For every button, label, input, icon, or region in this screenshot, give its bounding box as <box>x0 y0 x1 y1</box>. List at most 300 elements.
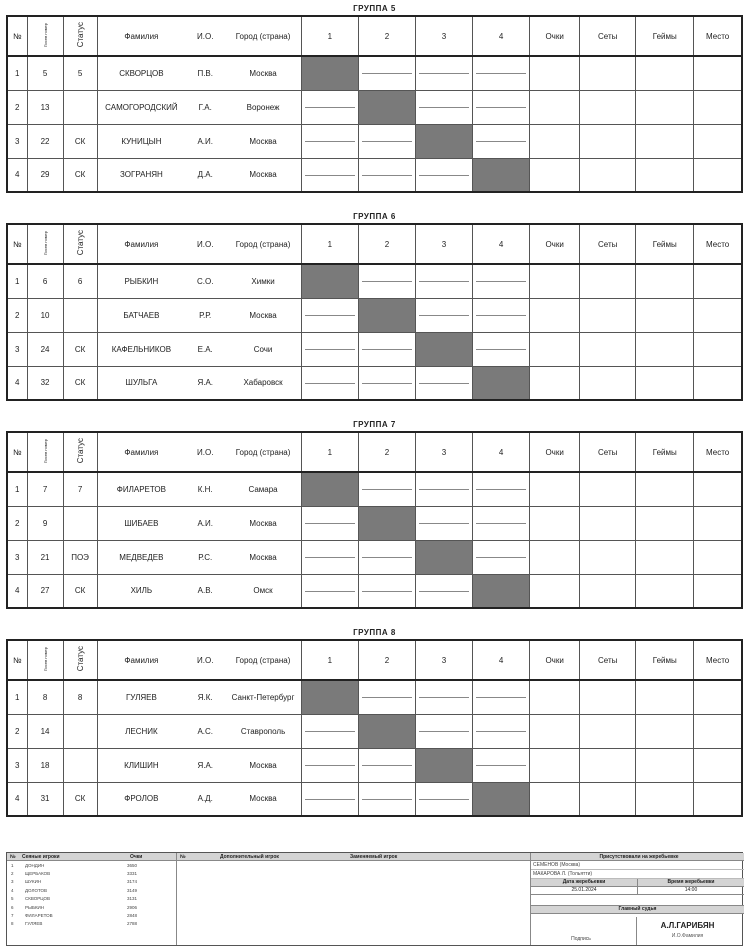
seeded-row <box>7 920 176 928</box>
self-match-cell <box>473 782 530 816</box>
match-result-cell <box>358 56 415 90</box>
player-city: Санкт-Петербург <box>225 680 301 714</box>
player-city: Ставрополь <box>225 714 301 748</box>
place-cell <box>694 366 742 400</box>
player-status <box>63 506 97 540</box>
place-cell <box>694 264 742 298</box>
player-status <box>63 90 97 124</box>
seeded-name: ШУКИН <box>25 879 42 885</box>
replaced-player-header: Заменяемый игрок <box>350 853 398 860</box>
seeded-row <box>7 911 176 919</box>
status-header-label: Статус <box>75 22 85 48</box>
draw-date-value: 25.01.2024 <box>571 887 597 893</box>
match-result-cell <box>415 574 472 608</box>
group-table <box>6 223 743 401</box>
num-header: № <box>7 224 27 264</box>
seed-header <box>27 640 63 680</box>
seeded-list <box>7 861 176 928</box>
place-cell <box>694 748 742 782</box>
place-cell <box>694 124 742 158</box>
draw-datetime-header <box>531 879 744 887</box>
seeded-name: ФИЛАРЕТОВ <box>25 913 53 919</box>
player-status: СК <box>63 332 97 366</box>
seeded-name: ДОНДИН <box>25 862 45 868</box>
player-row <box>7 782 742 816</box>
lastname-header: Фамилия <box>97 224 185 264</box>
match-result-cell <box>358 782 415 816</box>
sets-header: Сеты <box>580 16 636 56</box>
match-result-cell <box>415 472 472 506</box>
match-result-cell <box>301 90 358 124</box>
seeded-row <box>7 886 176 894</box>
match-result-cell <box>415 366 472 400</box>
player-lastname: САМОГОРОДСКИЙ <box>97 90 185 124</box>
match-result-cell <box>301 714 358 748</box>
player-num: 2 <box>7 506 27 540</box>
player-city: Омск <box>225 574 301 608</box>
sets-cell <box>580 90 636 124</box>
extra-players-panel <box>177 853 531 945</box>
points-cell <box>530 574 580 608</box>
seed-header <box>27 16 63 56</box>
player-initials: А.С. <box>185 714 225 748</box>
games-cell <box>636 298 694 332</box>
points-cell <box>530 714 580 748</box>
seeded-row <box>7 869 176 877</box>
match-result-cell <box>358 680 415 714</box>
player-num: 1 <box>7 56 27 90</box>
sets-cell <box>580 782 636 816</box>
self-match-cell <box>301 680 358 714</box>
extra-header <box>177 853 530 861</box>
player-num: 3 <box>7 748 27 782</box>
player-seed: 10 <box>27 298 63 332</box>
seeded-name-header: Сеяные игроки <box>22 853 60 860</box>
match-result-cell <box>473 506 530 540</box>
match-result-cell <box>473 56 530 90</box>
points-cell <box>530 124 580 158</box>
player-initials: Я.К. <box>185 680 225 714</box>
player-city: Самара <box>225 472 301 506</box>
points-cell <box>530 90 580 124</box>
player-status: СК <box>63 782 97 816</box>
games-cell <box>636 332 694 366</box>
player-row <box>7 506 742 540</box>
games-header: Геймы <box>636 16 694 56</box>
player-row <box>7 748 742 782</box>
self-match-cell <box>415 124 472 158</box>
match-result-cell <box>301 332 358 366</box>
sets-cell <box>580 748 636 782</box>
extra-player-header: Дополнительный игрок <box>220 853 279 860</box>
place-cell <box>694 298 742 332</box>
self-match-cell <box>358 714 415 748</box>
seeded-name: ДОЛОТОВ <box>25 887 47 893</box>
player-row <box>7 56 742 90</box>
player-initials: Е.А. <box>185 332 225 366</box>
lastname-header: Фамилия <box>97 432 185 472</box>
extra-num-header: № <box>180 853 186 860</box>
player-seed: 13 <box>27 90 63 124</box>
round-1-header: 1 <box>301 16 358 56</box>
player-initials: Я.А. <box>185 748 225 782</box>
seeded-points: 3131 <box>127 896 138 902</box>
match-result-cell <box>415 298 472 332</box>
games-cell <box>636 782 694 816</box>
player-status: 5 <box>63 56 97 90</box>
seeded-row <box>7 903 176 911</box>
place-header: Место <box>694 224 742 264</box>
player-num: 2 <box>7 298 27 332</box>
round-4-header: 4 <box>473 640 530 680</box>
match-result-cell <box>415 782 472 816</box>
match-result-cell <box>415 264 472 298</box>
player-status <box>63 714 97 748</box>
player-lastname: ШУЛЬГА <box>97 366 185 400</box>
seeded-num: 2 <box>11 871 14 877</box>
place-cell <box>694 782 742 816</box>
seeded-players-panel <box>7 853 177 945</box>
self-match-cell <box>473 574 530 608</box>
player-lastname: КУНИЦЫН <box>97 124 185 158</box>
player-row <box>7 158 742 192</box>
self-match-cell <box>301 56 358 90</box>
num-header: № <box>7 432 27 472</box>
games-cell <box>636 680 694 714</box>
player-lastname: ШИБАЕВ <box>97 506 185 540</box>
self-match-cell <box>358 298 415 332</box>
player-status: 6 <box>63 264 97 298</box>
round-3-header: 3 <box>415 640 472 680</box>
self-match-cell <box>473 366 530 400</box>
group-table <box>6 15 743 193</box>
match-result-cell <box>415 714 472 748</box>
match-result-cell <box>473 90 530 124</box>
match-result-cell <box>473 680 530 714</box>
sets-cell <box>580 332 636 366</box>
player-num: 1 <box>7 680 27 714</box>
place-cell <box>694 56 742 90</box>
match-result-cell <box>301 298 358 332</box>
match-result-cell <box>358 366 415 400</box>
player-city: Сочи <box>225 332 301 366</box>
seeded-points: 2788 <box>127 921 138 927</box>
player-row <box>7 332 742 366</box>
games-cell <box>636 158 694 192</box>
match-result-cell <box>358 124 415 158</box>
points-cell <box>530 540 580 574</box>
seed-header-label: Посев номер <box>42 438 48 464</box>
group-table <box>6 639 743 817</box>
player-seed: 14 <box>27 714 63 748</box>
sets-cell <box>580 56 636 90</box>
initials-header: И.О. <box>185 432 225 472</box>
player-row <box>7 298 742 332</box>
sets-cell <box>580 264 636 298</box>
place-header: Место <box>694 640 742 680</box>
seeded-num-header: № <box>10 853 16 860</box>
place-cell <box>694 158 742 192</box>
player-seed: 7 <box>27 472 63 506</box>
self-match-cell <box>358 90 415 124</box>
sets-cell <box>580 366 636 400</box>
player-initials: А.Д. <box>185 782 225 816</box>
group-table <box>6 431 743 609</box>
group-title: ГРУППА 8 <box>353 628 396 637</box>
player-status: ПОЭ <box>63 540 97 574</box>
player-seed: 32 <box>27 366 63 400</box>
footer-panel <box>6 852 743 946</box>
games-cell <box>636 366 694 400</box>
player-row <box>7 472 742 506</box>
player-seed: 24 <box>27 332 63 366</box>
match-result-cell <box>415 90 472 124</box>
player-row <box>7 264 742 298</box>
points-cell <box>530 298 580 332</box>
player-lastname: ЛЕСНИК <box>97 714 185 748</box>
match-result-cell <box>415 680 472 714</box>
player-city: Москва <box>225 124 301 158</box>
round-2-header: 2 <box>358 224 415 264</box>
self-match-cell <box>301 472 358 506</box>
initials-header: И.О. <box>185 640 225 680</box>
seeded-name: СКВОРЦОВ <box>25 896 50 902</box>
match-result-cell <box>358 472 415 506</box>
group-title: ГРУППА 6 <box>353 212 396 221</box>
draw-panel <box>531 853 744 945</box>
sets-cell <box>580 714 636 748</box>
seed-header-label: Посев номер <box>42 230 48 256</box>
seeded-points: 3149 <box>127 887 138 893</box>
player-num: 2 <box>7 714 27 748</box>
player-lastname: ГУЛЯЕВ <box>97 680 185 714</box>
draw-header <box>531 853 744 861</box>
self-match-cell <box>415 748 472 782</box>
player-seed: 29 <box>27 158 63 192</box>
self-match-cell <box>358 506 415 540</box>
place-cell <box>694 90 742 124</box>
player-seed: 6 <box>27 264 63 298</box>
round-1-header: 1 <box>301 432 358 472</box>
player-initials: К.Н. <box>185 472 225 506</box>
initials-header: И.О. <box>185 224 225 264</box>
player-lastname: РЫБКИН <box>97 264 185 298</box>
seeded-name: РЫБКИН <box>25 904 45 910</box>
status-header <box>63 224 97 264</box>
player-status <box>63 298 97 332</box>
sets-cell <box>580 298 636 332</box>
status-header-label: Статус <box>75 646 85 672</box>
player-lastname: КЛИШИН <box>97 748 185 782</box>
round-3-header: 3 <box>415 224 472 264</box>
status-header-label: Статус <box>75 438 85 464</box>
player-row <box>7 366 742 400</box>
player-row <box>7 90 742 124</box>
player-status: СК <box>63 574 97 608</box>
match-result-cell <box>358 574 415 608</box>
games-header: Геймы <box>636 224 694 264</box>
draw-datetime-values <box>531 887 744 895</box>
games-cell <box>636 748 694 782</box>
player-lastname: БАТЧАЕВ <box>97 298 185 332</box>
place-cell <box>694 714 742 748</box>
match-result-cell <box>301 748 358 782</box>
player-city: Москва <box>225 540 301 574</box>
player-city: Хабаровск <box>225 366 301 400</box>
status-header <box>63 432 97 472</box>
judge-name: А.Л.ГАРИБЯН <box>660 921 715 930</box>
sets-header: Сеты <box>580 224 636 264</box>
match-result-cell <box>415 56 472 90</box>
player-status: СК <box>63 158 97 192</box>
seeded-points: 3650 <box>127 862 138 868</box>
player-initials: С.О. <box>185 264 225 298</box>
sets-header: Сеты <box>580 640 636 680</box>
draw-person-1: СЕМЕНОВ (Москва) <box>531 861 744 870</box>
games-header: Геймы <box>636 432 694 472</box>
round-2-header: 2 <box>358 432 415 472</box>
place-cell <box>694 472 742 506</box>
self-match-cell <box>415 540 472 574</box>
player-seed: 9 <box>27 506 63 540</box>
games-cell <box>636 472 694 506</box>
player-seed: 21 <box>27 540 63 574</box>
player-status <box>63 748 97 782</box>
seed-header <box>27 432 63 472</box>
place-cell <box>694 680 742 714</box>
judge-name-caption: И.О.Фамилия <box>671 933 704 939</box>
group-title: ГРУППА 5 <box>353 4 396 13</box>
games-cell <box>636 124 694 158</box>
draw-time-value: 14:00 <box>637 887 744 894</box>
seeded-num: 1 <box>11 862 14 868</box>
player-lastname: ЗОГРАНЯН <box>97 158 185 192</box>
player-status: СК <box>63 366 97 400</box>
round-4-header: 4 <box>473 224 530 264</box>
points-cell <box>530 264 580 298</box>
self-match-cell <box>473 158 530 192</box>
match-result-cell <box>473 714 530 748</box>
draw-date-label: Дата жеребьевки <box>562 879 606 885</box>
seed-header-label: Посев номер <box>42 646 48 672</box>
place-cell <box>694 540 742 574</box>
sets-cell <box>580 472 636 506</box>
sets-cell <box>580 540 636 574</box>
player-city: Воронеж <box>225 90 301 124</box>
seeded-points: 3174 <box>127 879 138 885</box>
player-city: Москва <box>225 748 301 782</box>
city-header: Город (страна) <box>225 16 301 56</box>
player-city: Москва <box>225 158 301 192</box>
match-result-cell <box>358 264 415 298</box>
player-initials: Я.А. <box>185 366 225 400</box>
player-row <box>7 574 742 608</box>
place-cell <box>694 506 742 540</box>
player-row <box>7 124 742 158</box>
player-num: 3 <box>7 332 27 366</box>
points-cell <box>530 366 580 400</box>
points-cell <box>530 56 580 90</box>
group-title: ГРУППА 7 <box>353 420 396 429</box>
match-result-cell <box>358 540 415 574</box>
city-header: Город (страна) <box>225 640 301 680</box>
seeded-num: 7 <box>11 913 14 919</box>
draw-header-label: Присутствовали на жеребьевке <box>599 853 679 860</box>
match-result-cell <box>301 158 358 192</box>
match-result-cell <box>473 472 530 506</box>
player-seed: 31 <box>27 782 63 816</box>
player-num: 1 <box>7 472 27 506</box>
status-header-label: Статус <box>75 230 85 256</box>
player-lastname: ФИЛАРЕТОВ <box>97 472 185 506</box>
games-header: Геймы <box>636 640 694 680</box>
points-header: Очки <box>530 224 580 264</box>
player-seed: 8 <box>27 680 63 714</box>
points-cell <box>530 748 580 782</box>
player-initials: Р.С. <box>185 540 225 574</box>
draw-person-2: МАКАРОВА Л. (Тольятти) <box>531 870 744 879</box>
round-1-header: 1 <box>301 640 358 680</box>
judge-header: Главный судья <box>531 906 744 914</box>
match-result-cell <box>473 264 530 298</box>
player-seed: 18 <box>27 748 63 782</box>
lastname-header: Фамилия <box>97 16 185 56</box>
match-result-cell <box>415 158 472 192</box>
player-status: СК <box>63 124 97 158</box>
player-initials: А.И. <box>185 124 225 158</box>
player-city: Химки <box>225 264 301 298</box>
seeded-points-header: Очки <box>130 853 143 860</box>
seeded-name: ГУЛЯЕВ <box>25 921 43 927</box>
player-status: 7 <box>63 472 97 506</box>
match-result-cell <box>301 574 358 608</box>
player-num: 4 <box>7 158 27 192</box>
player-num: 4 <box>7 574 27 608</box>
match-result-cell <box>301 124 358 158</box>
player-initials: А.И. <box>185 506 225 540</box>
player-num: 4 <box>7 782 27 816</box>
seeded-num: 6 <box>11 904 14 910</box>
round-2-header: 2 <box>358 16 415 56</box>
match-result-cell <box>301 782 358 816</box>
seeded-num: 5 <box>11 896 14 902</box>
games-cell <box>636 264 694 298</box>
player-num: 4 <box>7 366 27 400</box>
points-cell <box>530 332 580 366</box>
seeded-points: 2848 <box>127 913 138 919</box>
seeded-header <box>7 853 176 861</box>
match-result-cell <box>301 506 358 540</box>
judge-sign-label: Подпись <box>571 936 591 942</box>
seeded-points: 2906 <box>127 904 138 910</box>
player-lastname: КАФЕЛЬНИКОВ <box>97 332 185 366</box>
match-result-cell <box>358 158 415 192</box>
player-city: Москва <box>225 56 301 90</box>
seeded-row <box>7 895 176 903</box>
num-header: № <box>7 640 27 680</box>
player-lastname: СКВОРЦОВ <box>97 56 185 90</box>
points-cell <box>530 680 580 714</box>
points-header: Очки <box>530 16 580 56</box>
status-header <box>63 16 97 56</box>
round-1-header: 1 <box>301 224 358 264</box>
seeded-name: ЩЕРБАКОВ <box>25 871 51 877</box>
player-city: Москва <box>225 298 301 332</box>
city-header: Город (страна) <box>225 224 301 264</box>
seeded-num: 4 <box>11 887 14 893</box>
player-lastname: ФРОЛОВ <box>97 782 185 816</box>
points-header: Очки <box>530 640 580 680</box>
